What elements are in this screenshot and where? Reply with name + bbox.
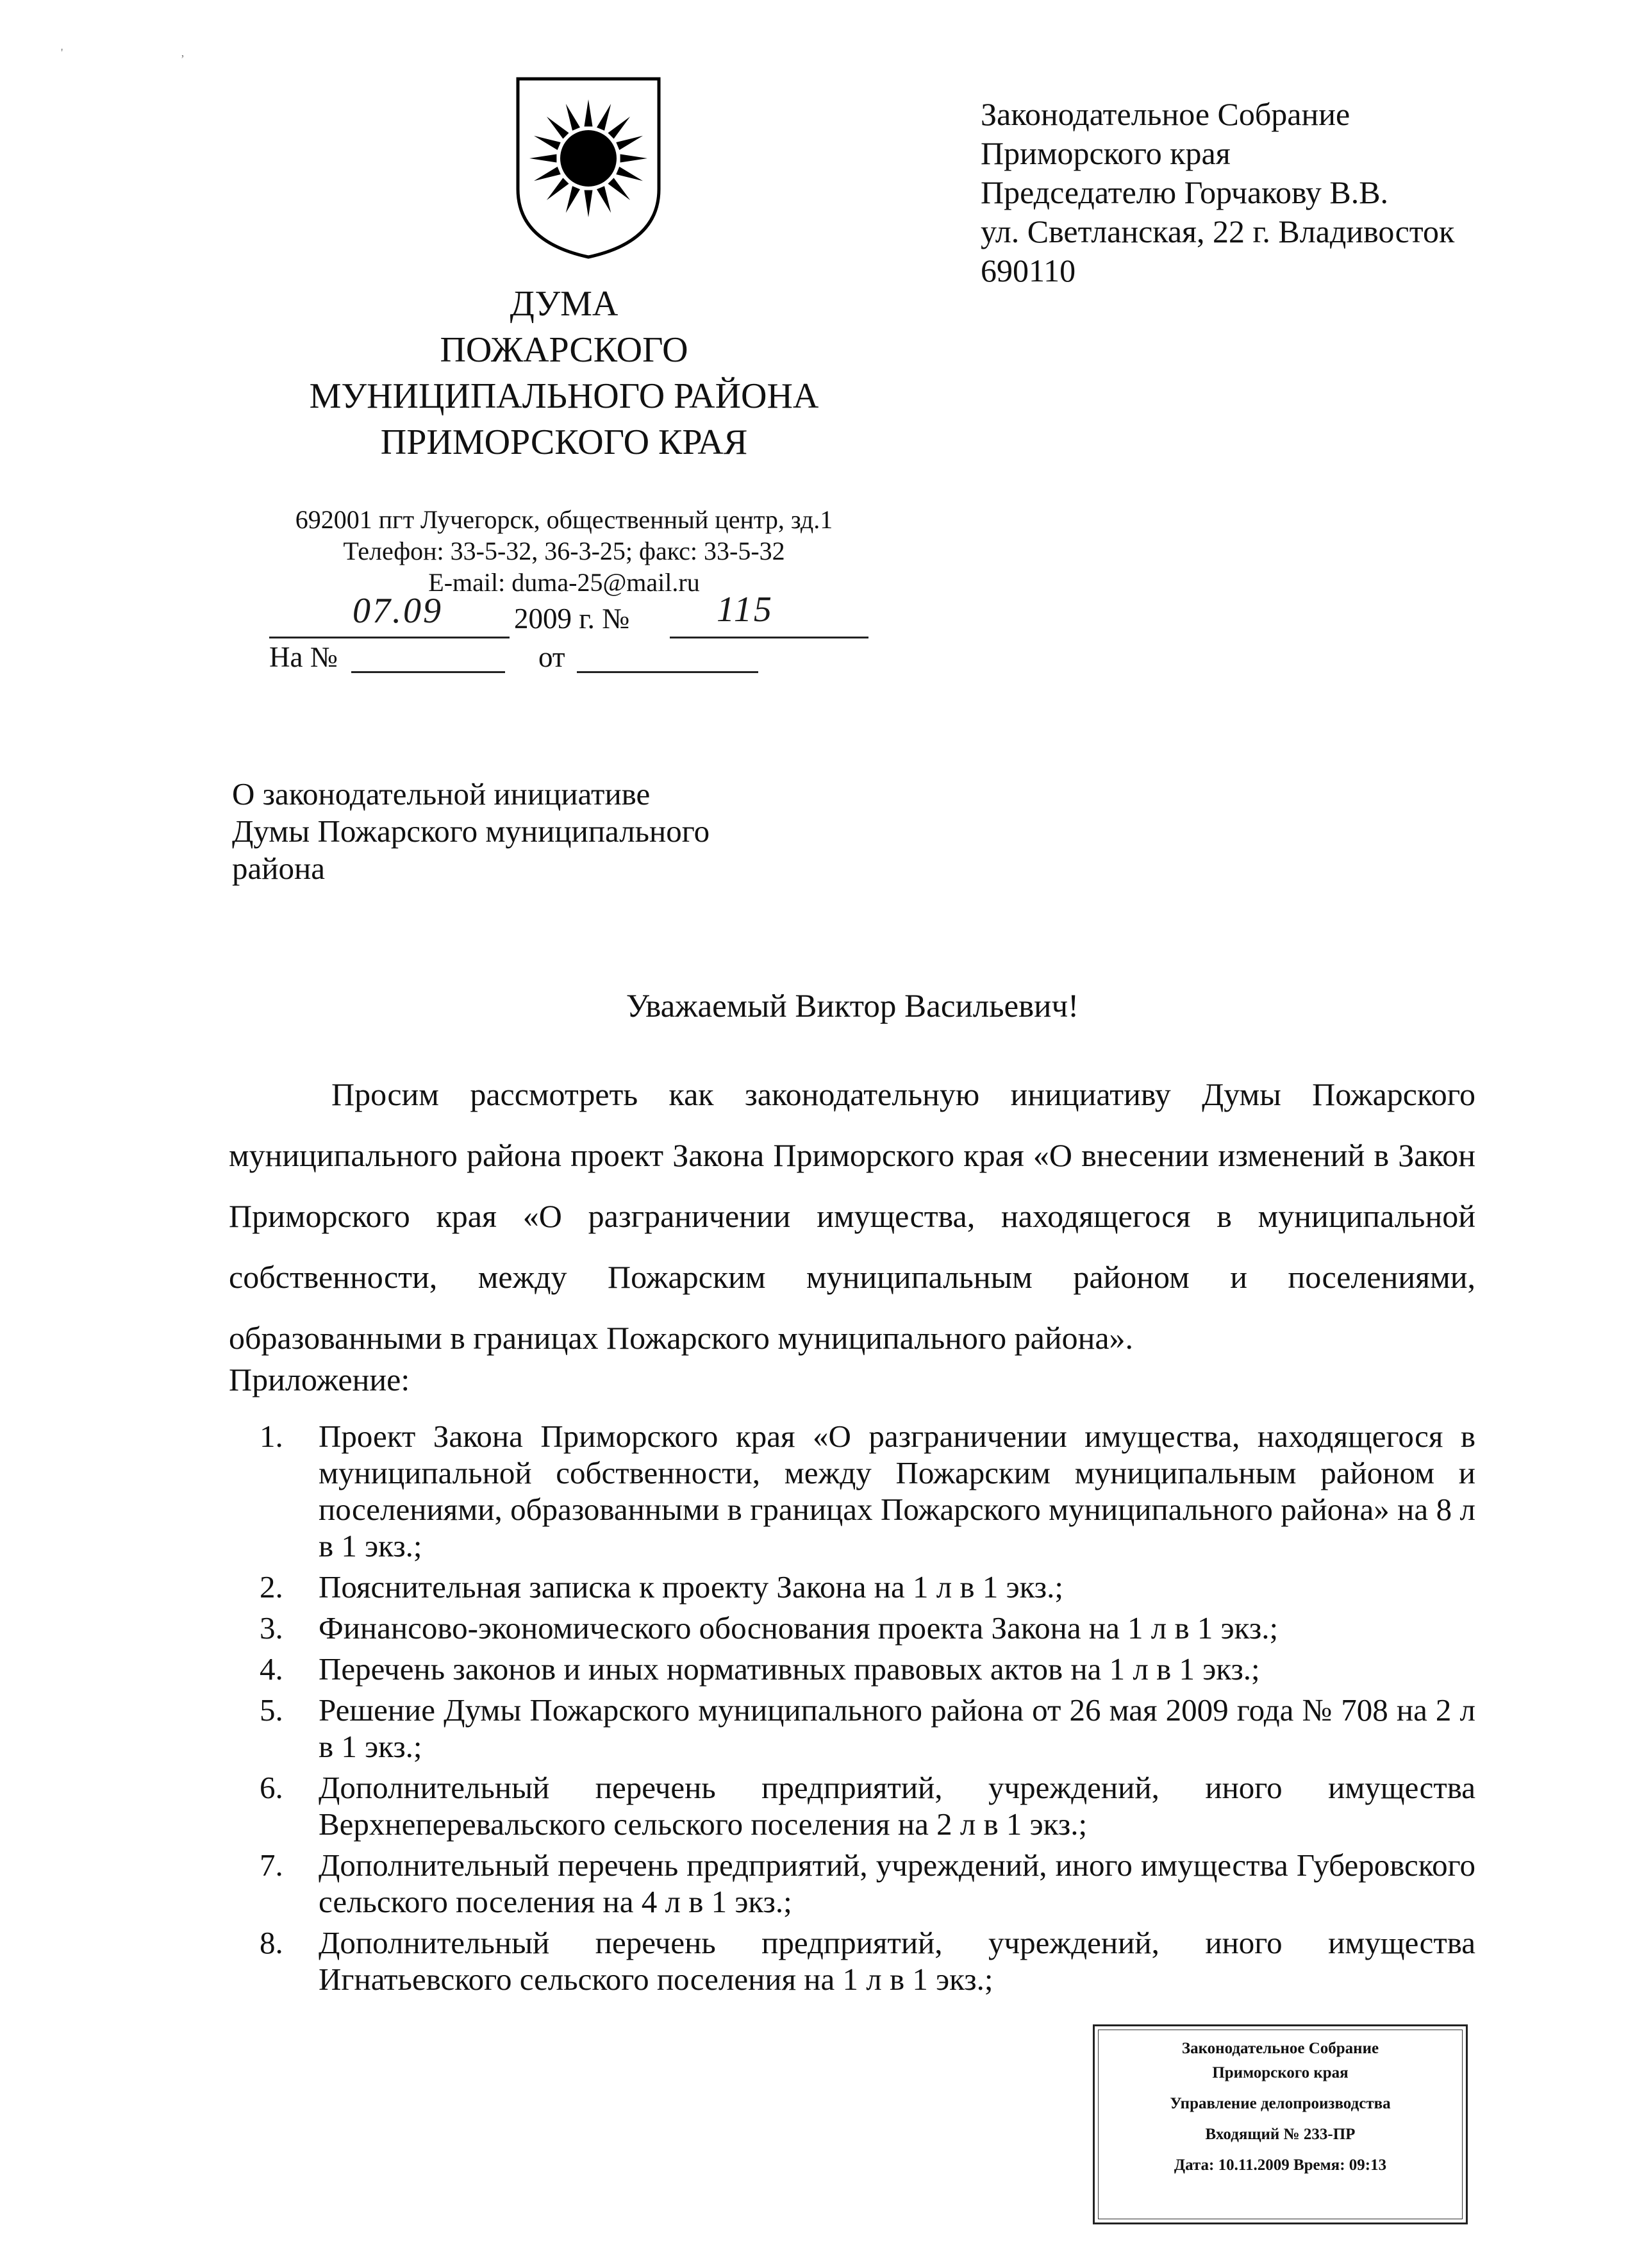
addressee-block bbox=[981, 95, 1454, 290]
reg-number-handwritten: 115 bbox=[717, 590, 774, 630]
letter-subject bbox=[232, 776, 710, 887]
org-title-line: ПРИМОРСКОГО КРАЯ bbox=[380, 422, 748, 462]
coat-of-arms-emblem bbox=[513, 74, 664, 260]
registration-row bbox=[263, 590, 872, 638]
subject-line: Думы Пожарского муниципального bbox=[232, 813, 710, 849]
attachment-number: 3. bbox=[260, 1610, 283, 1646]
attachment-item bbox=[254, 1610, 1475, 1646]
addressee-line: Законодательное Собрание bbox=[981, 96, 1350, 132]
sender-address: 692001 пгт Лучегорск, общественный центр, зд.1 bbox=[295, 505, 833, 534]
attachment-item bbox=[254, 1924, 1475, 1997]
sender-contacts bbox=[212, 504, 917, 598]
reg-date-handwritten: 07.09 bbox=[353, 591, 443, 631]
letter-body: Просим рассмотреть как законодательную инициативу Думы Пожарского муниципального района проект Закона Приморского края «О внесении изменений в Закон Приморского края «О разграничении имущества, находящегося в муниципальной собственности, между Пожарским муниципальным районом и поселениями, образованными в границах Пожарского муниципального района». bbox=[229, 1076, 1475, 1356]
attachment-text: Проект Закона Приморского края «О разграничении имущества, находящегося в муниципальной собственности, между Пожарским муниципальным районом и поселениями, образованными в границах Пожарского муниципального района» на 8 л в 1 экз.; bbox=[319, 1419, 1475, 1563]
sender-email: E-mail: duma-25@mail.ru bbox=[428, 568, 700, 597]
attachment-item bbox=[254, 1651, 1475, 1687]
incoming-stamp bbox=[1093, 2024, 1468, 2224]
stamp-datetime: Дата: 10.11.2009 Время: 09:13 bbox=[1174, 2156, 1387, 2174]
reference-date-line bbox=[577, 671, 758, 673]
org-title-line: ПОЖАРСКОГО bbox=[440, 330, 688, 370]
attachment-number: 7. bbox=[260, 1847, 283, 1883]
stamp-department: Управление делопроизводства bbox=[1170, 2095, 1391, 2112]
attachment-item bbox=[254, 1769, 1475, 1842]
reference-label: На № bbox=[269, 641, 338, 673]
subject-line: О законодательной инициативе bbox=[232, 776, 651, 812]
addressee-line: ул. Светланская, 22 г. Владивосток bbox=[981, 213, 1455, 249]
attachment-text: Дополнительный перечень предприятий, учреждений, иного имущества Игнатьевского сельского поселения на 1 л в 1 экз.; bbox=[319, 1925, 1475, 1997]
sender-phone: Телефон: 33-5-32, 36-3-25; факс: 33-5-32 bbox=[343, 537, 785, 565]
org-title-line: МУНИЦИПАЛЬНОГО РАЙОНА bbox=[309, 376, 819, 416]
attachment-text: Перечень законов и иных нормативных правовых актов на 1 л в 1 экз.; bbox=[319, 1651, 1260, 1687]
addressee-line: 690110 bbox=[981, 253, 1076, 288]
attachment-text: Решение Думы Пожарского муниципального района от 26 мая 2009 года № 708 на 2 л в 1 экз.; bbox=[319, 1692, 1475, 1764]
addressee-line: Приморского края bbox=[981, 135, 1231, 171]
attachments-list bbox=[254, 1418, 1475, 2002]
stamp-org-line: Приморского края bbox=[1212, 2064, 1349, 2081]
attachment-item bbox=[254, 1847, 1475, 1920]
attachment-item bbox=[254, 1569, 1475, 1605]
attachment-number: 5. bbox=[260, 1692, 283, 1728]
subject-line: района bbox=[232, 851, 325, 886]
attachment-number: 1. bbox=[260, 1419, 283, 1454]
attachment-text: Пояснительная записка к проекту Закона на 1 л в 1 экз.; bbox=[319, 1569, 1063, 1605]
stamp-org-line: Законодательное Собрание bbox=[1181, 2040, 1379, 2057]
reference-number-line bbox=[351, 671, 505, 673]
scan-specks: ' , bbox=[61, 46, 242, 59]
reg-year-label: 2009 г. № bbox=[514, 603, 630, 635]
reference-from-label: от bbox=[538, 641, 565, 673]
attachment-number: 2. bbox=[260, 1569, 283, 1605]
stamp-incoming-number: Входящий № 233-ПР bbox=[1205, 2126, 1356, 2143]
attachment-number: 8. bbox=[260, 1925, 283, 1960]
attachment-number: 4. bbox=[260, 1651, 283, 1687]
org-title-line: ДУМА bbox=[510, 284, 619, 324]
addressee-line: Председателю Горчакову В.В. bbox=[981, 174, 1389, 210]
sender-org-title bbox=[244, 281, 885, 465]
attachment-item bbox=[254, 1418, 1475, 1564]
attachment-text: Финансово-экономического обоснования проекта Закона на 1 л в 1 экз.; bbox=[319, 1610, 1279, 1646]
reference-row bbox=[269, 638, 782, 676]
attachment-text: Дополнительный перечень предприятий, учреждений, иного имущества Губеровского сельского поселения на 4 л в 1 экз.; bbox=[319, 1847, 1475, 1919]
attachment-text: Дополнительный перечень предприятий, учреждений, иного имущества Верхнеперевальского сельского поселения на 2 л в 1 экз.; bbox=[319, 1770, 1475, 1842]
attachment-item bbox=[254, 1692, 1475, 1765]
salutation: Уважаемый Виктор Васильевич! bbox=[626, 988, 1079, 1024]
attachment-number: 6. bbox=[260, 1770, 283, 1805]
attachments-label: Приложение: bbox=[229, 1362, 410, 1397]
